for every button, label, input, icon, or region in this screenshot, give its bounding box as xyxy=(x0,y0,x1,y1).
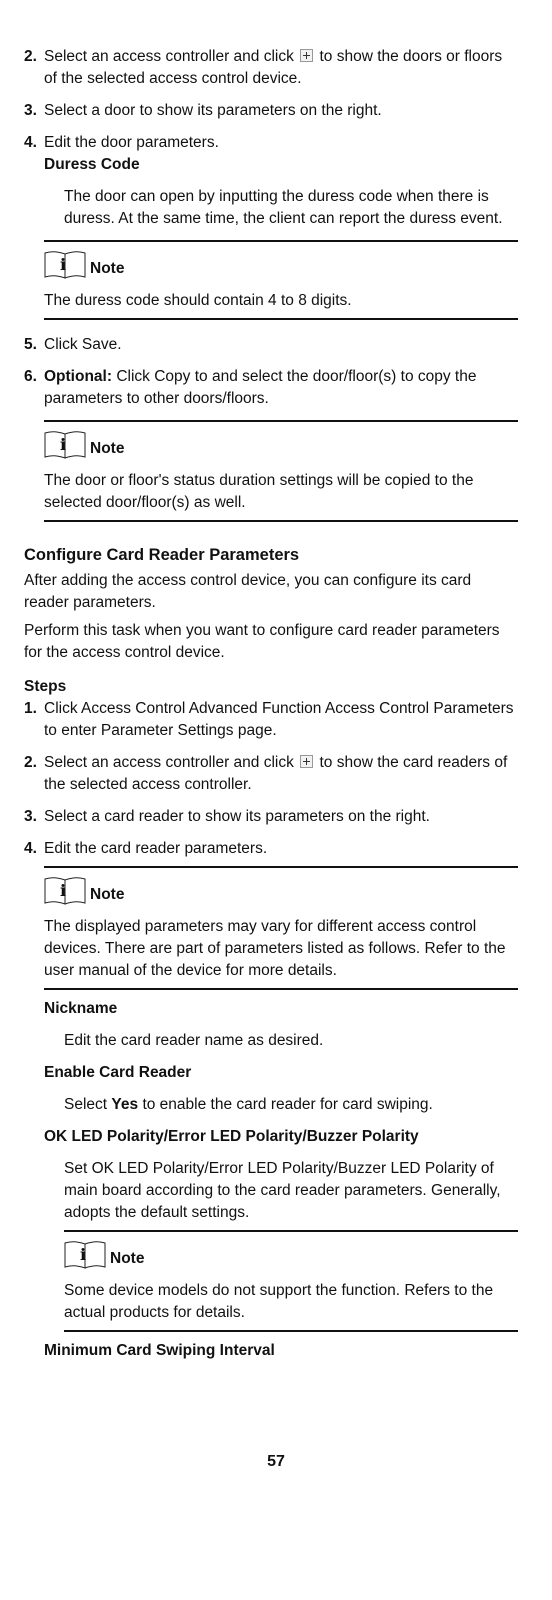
polarity-title: OK LED Polarity/Error LED Polarity/Buzzer Polarity xyxy=(44,1128,419,1145)
step-text-pre: Select an access controller and click xyxy=(44,48,294,65)
optional-label: Optional: xyxy=(44,368,113,385)
step-text: Click Copy to and select the door/floor(s) to copy the parameters to other doors/floors. xyxy=(44,368,477,407)
svg-text:i: i xyxy=(60,881,67,900)
info-book-icon xyxy=(44,876,86,906)
expand-plus-icon xyxy=(300,49,313,62)
step-number: 3. xyxy=(24,102,37,119)
step-number: 6. xyxy=(24,368,37,385)
steps-heading: Steps xyxy=(24,678,67,695)
step-text: Click Save. xyxy=(44,336,122,353)
section-intro-1: After adding the access control device, you can configure its card reader parameters. xyxy=(24,572,472,611)
enable-reader-yes: Yes xyxy=(111,1096,139,1113)
step-6-copy xyxy=(24,366,518,410)
enable-reader-post: to enable the card reader for card swiping. xyxy=(142,1096,433,1113)
info-book-icon xyxy=(64,1240,106,1270)
step-b3-select-reader xyxy=(24,806,518,828)
note-box-copy xyxy=(44,420,518,522)
svg-text:i: i xyxy=(60,435,67,454)
step-number: 5. xyxy=(24,336,37,353)
nickname-title: Nickname xyxy=(44,1000,118,1017)
step-number: 1. xyxy=(24,700,37,717)
info-book-icon xyxy=(44,430,86,460)
duress-code-title: Duress Code xyxy=(44,156,140,173)
step-2-select-controller xyxy=(24,46,518,90)
polarity-desc: Set OK LED Polarity/Error LED Polarity/Buzzer LED Polarity of main board according to the card reader parameters. Generally, adopts the default settings. xyxy=(64,1160,501,1221)
step-text-post: to show the card readers of the selected access controller. xyxy=(44,754,508,793)
svg-text:i: i xyxy=(60,255,67,274)
step-b1-open-parameters xyxy=(24,698,518,742)
min-interval-title: Minimum Card Swiping Interval xyxy=(44,1342,275,1359)
manual-page xyxy=(24,46,518,1362)
step-text: Click Access Control Advanced Function Access Control Parameters to enter Parameter Settings page. xyxy=(44,700,514,739)
step-number: 2. xyxy=(24,48,37,65)
step-number: 4. xyxy=(24,840,37,857)
enable-reader-desc xyxy=(44,1094,518,1116)
step-5-save xyxy=(24,334,518,356)
note-box-polarity xyxy=(64,1230,518,1332)
note-text: Some device models do not support the function. Refers to the actual products for details. xyxy=(64,1282,494,1321)
step-4-edit-door xyxy=(24,132,518,230)
note-label: Note xyxy=(90,886,125,903)
section-intro-2: Perform this task when you want to configure card reader parameters for the access control device. xyxy=(24,622,500,661)
note-label: Note xyxy=(90,440,125,457)
svg-text:i: i xyxy=(80,1245,87,1264)
step-text-pre: Select an access controller and click xyxy=(44,754,294,771)
step-text-post: to show the doors or floors of the selected access control device. xyxy=(44,48,503,87)
step-number: 2. xyxy=(24,754,37,771)
step-number: 3. xyxy=(24,808,37,825)
note-box-duress xyxy=(44,240,518,320)
step-number: 4. xyxy=(24,134,37,151)
step-3-select-door xyxy=(24,100,518,122)
step-b2-select-controller xyxy=(24,752,518,796)
note-text: The displayed parameters may vary for different access control devices. There are part of parameters listed as follows. Refer to the user manual of the device for more details. xyxy=(44,918,506,979)
info-book-icon xyxy=(44,250,86,280)
duress-code-desc: The door can open by inputting the duress code when there is duress. At the same time, the client can report the duress event. xyxy=(64,188,503,227)
step-b4-edit-reader xyxy=(24,838,518,860)
nickname-desc: Edit the card reader name as desired. xyxy=(64,1032,324,1049)
note-label: Note xyxy=(90,260,125,277)
step-text: Select a door to show its parameters on the right. xyxy=(44,102,382,119)
note-label: Note xyxy=(110,1250,145,1267)
expand-plus-icon xyxy=(300,755,313,768)
section-title: Configure Card Reader Parameters xyxy=(24,546,300,564)
page-number: 57 xyxy=(267,1453,285,1470)
enable-reader-pre: Select xyxy=(64,1096,108,1113)
step-text: Edit the card reader parameters. xyxy=(44,840,268,857)
step-text: Edit the door parameters. xyxy=(44,134,219,151)
step-text: Select a card reader to show its parameters on the right. xyxy=(44,808,430,825)
note-text: The door or floor's status duration settings will be copied to the selected door/floor(s) as well. xyxy=(44,472,474,511)
note-text: The duress code should contain 4 to 8 digits. xyxy=(44,292,352,309)
enable-reader-title: Enable Card Reader xyxy=(44,1064,192,1081)
note-box-parameters xyxy=(44,866,518,990)
